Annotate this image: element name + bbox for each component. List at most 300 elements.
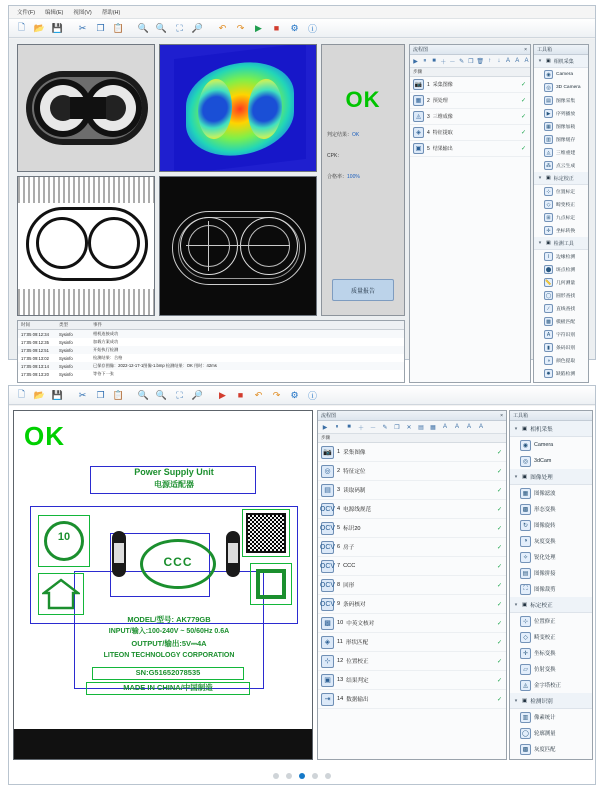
tool-item[interactable] (534, 107, 588, 120)
tool-item-label: 轮廓测量 (534, 731, 556, 737)
zoom-fit-icon[interactable]: ⛶ (176, 22, 183, 33)
info-icon[interactable]: ⓘ (307, 23, 317, 34)
tool-item[interactable] (534, 354, 588, 367)
image-view-binary[interactable] (17, 176, 155, 316)
log-cell-time: 17:05 09:13:14 (21, 363, 49, 369)
flow-font-c-icon[interactable]: A (466, 424, 471, 430)
tool-panel-top (533, 44, 589, 383)
run-icon[interactable]: ▶ (255, 22, 262, 33)
check-icon: ✓ (496, 658, 502, 665)
flow-font-b-icon[interactable]: A (454, 424, 459, 430)
list-item[interactable] (318, 633, 506, 652)
menubar-top[interactable] (9, 6, 595, 19)
capture-icon: ▤ (544, 96, 553, 105)
tool-item[interactable] (534, 276, 588, 289)
position-calib-icon: ⊹ (544, 187, 553, 196)
table-row[interactable] (18, 354, 404, 362)
crop-icon: ⛶ (520, 584, 531, 595)
zoom-out-icon[interactable]: 🔍 (155, 389, 168, 400)
tool-group-image-processing[interactable] (510, 469, 592, 485)
step-index: 5 (427, 145, 430, 152)
chevron-down-icon[interactable]: ▾ (514, 425, 518, 432)
table-row[interactable] (18, 330, 404, 338)
inspection-canvas[interactable] (13, 410, 313, 760)
tool-item[interactable] (534, 315, 588, 328)
origin-text: MADE IN CHINA/中国制造 (123, 683, 213, 692)
toolbar-separator-1 (68, 21, 72, 36)
carousel-pager[interactable] (9, 770, 595, 782)
flow-font-c-icon[interactable]: A (524, 58, 529, 64)
folder-icon: ▣ (546, 240, 551, 246)
tool-item[interactable] (510, 725, 592, 741)
tool-group-label: 标定校正 (530, 602, 553, 609)
step-index: 11 (337, 639, 343, 645)
stop-icon[interactable]: ■ (237, 390, 244, 400)
save-icon[interactable]: 💾 (51, 389, 64, 400)
check-icon: ✓ (496, 544, 502, 551)
list-item[interactable] (410, 109, 530, 125)
tool-item-label: 图像加载 (556, 125, 576, 130)
step-icon: ⇥ (321, 693, 334, 706)
carousel-dot-active[interactable] (299, 773, 305, 779)
result-row-judgement (327, 131, 359, 138)
tool-panel-bottom (509, 410, 593, 760)
folder-icon: ▣ (522, 425, 528, 432)
flow-grid-icon[interactable]: ▦ (430, 424, 436, 431)
flow-column-header: 步骤 (318, 434, 506, 443)
step-icon: ◈ (413, 127, 424, 138)
close-icon[interactable]: × (524, 46, 527, 53)
tool-item[interactable] (510, 565, 592, 581)
load-image-icon: ▦ (544, 122, 553, 131)
step-index: 12 (337, 658, 344, 664)
list-item[interactable] (318, 462, 506, 481)
flow-edit-icon[interactable]: ✎ (382, 424, 388, 431)
chevron-down-icon[interactable]: ▾ (514, 601, 518, 608)
zoom-fit-icon[interactable]: ⛶ (176, 389, 183, 400)
result-row-judgement-value: OK (352, 132, 360, 138)
log-col-type: 类型 (59, 322, 68, 327)
tool-item[interactable] (534, 185, 588, 198)
flow-font-a-icon[interactable]: A (506, 58, 511, 64)
flow-panel-title: 流程图 (321, 413, 337, 419)
flow-list-icon[interactable]: ▤ (418, 424, 424, 431)
pin-left-contact (114, 543, 124, 563)
stop-icon[interactable]: ■ (273, 23, 280, 33)
tool-item[interactable] (510, 661, 592, 677)
tool-item-label: 坐标变换 (534, 651, 556, 657)
tool-item-label: 点云生成 (556, 164, 576, 169)
flow-panel-title: 流程图 (413, 47, 429, 53)
flow-pause-icon[interactable]: ⏸ (423, 57, 427, 64)
distortion-icon: ◇ (544, 200, 553, 209)
tool-group-camera[interactable] (534, 55, 588, 68)
step-index: 5 (337, 525, 341, 531)
list-item[interactable] (318, 538, 506, 557)
step-index: 4 (337, 506, 341, 512)
paste-icon[interactable]: 📋 (112, 22, 125, 33)
circle-find-icon: ◯ (545, 292, 552, 299)
tool-item-label: 缺陷检测 (556, 372, 576, 377)
chevron-down-icon[interactable]: ▾ (514, 697, 518, 704)
tool-item[interactable] (510, 437, 592, 453)
check-icon: ✓ (496, 487, 502, 494)
tool-panel-titlebar (534, 45, 588, 55)
result-row-passrate-label: 合格率： (327, 174, 348, 180)
flow-font-b-icon[interactable]: A (515, 58, 520, 64)
run-icon[interactable]: ▶ (219, 389, 226, 400)
flow-panel-toolbar[interactable] (410, 55, 530, 68)
check-icon: ✓ (520, 98, 526, 104)
flow-column-header: 步骤 (410, 68, 530, 77)
list-item[interactable] (410, 125, 530, 141)
list-item[interactable] (318, 614, 506, 633)
new-icon[interactable]: 🗋 (17, 22, 26, 32)
step-icon: OCV (321, 541, 334, 554)
zoom-actual-icon[interactable]: 🔎 (191, 22, 204, 33)
tool-tree[interactable] (534, 55, 588, 380)
inspection-image (14, 411, 312, 759)
list-item[interactable] (410, 77, 530, 93)
folder-icon: ▣ (522, 697, 528, 704)
serial-number: SN:G51652078535 (135, 668, 201, 677)
menu-item-help[interactable]: 帮助(H) (101, 10, 121, 16)
step-icon: OCV (321, 598, 334, 611)
step-icon: 📷 (321, 446, 334, 459)
tool-item-label: 颜色提取 (556, 359, 576, 364)
tool-item-label: 几何测量 (556, 281, 576, 286)
chevron-down-icon[interactable]: ▾ (514, 473, 518, 480)
flow-remove-icon[interactable]: － (369, 425, 376, 432)
settings-icon[interactable]: ⚙ (290, 22, 299, 33)
check-icon: ✓ (496, 449, 502, 456)
flow-panel-top (409, 44, 531, 383)
paste-icon[interactable]: 📋 (112, 389, 125, 400)
step-index: 8 (337, 582, 341, 588)
undo-icon[interactable]: ↶ (254, 389, 263, 400)
step-icon: ▣ (321, 674, 334, 687)
tool-item[interactable] (534, 211, 588, 224)
tool-item[interactable] (510, 709, 592, 725)
cut-icon[interactable]: ✂ (78, 389, 87, 400)
step-label: 条码核对 (343, 602, 366, 608)
log-cell-time: 17:05 09:13:02 (21, 355, 49, 361)
list-item[interactable] (410, 141, 530, 157)
log-cell-type: Sysinfo (59, 339, 73, 345)
new-icon[interactable]: 🗋 (17, 389, 26, 399)
tool-item[interactable] (534, 341, 588, 354)
tool-group-detection[interactable] (510, 693, 592, 709)
filter-icon: ▦ (520, 488, 531, 499)
check-icon: ✓ (520, 130, 526, 136)
tool-item-label: 像素统计 (534, 715, 556, 721)
flow-stop-icon[interactable]: ■ (347, 424, 351, 430)
carousel-dot[interactable] (286, 773, 292, 779)
tool-item[interactable] (534, 263, 588, 276)
step-icon: ◬ (413, 111, 424, 122)
flow-add-icon[interactable]: ＋ (440, 59, 447, 66)
tool-item[interactable] (534, 289, 588, 302)
machine-vision-window-top (8, 5, 596, 377)
belt-graphic-gray (18, 45, 154, 171)
log-col-message: 事件 (93, 322, 102, 327)
info-icon[interactable]: ⓘ (307, 390, 317, 401)
list-item[interactable] (410, 93, 530, 109)
flow-move-up-icon[interactable]: ↑ (488, 58, 492, 64)
flow-pause-icon[interactable]: ⏸ (335, 423, 339, 430)
step-index: 1 (427, 81, 430, 88)
tool-item[interactable] (510, 517, 592, 533)
zoom-out-icon[interactable]: 🔍 (155, 22, 168, 33)
barcode-icon: ▮ (544, 343, 553, 352)
image-view-heightmap-3d[interactable] (159, 44, 317, 172)
tool-item-label: 畸变校正 (534, 635, 556, 641)
check-icon: ✓ (496, 677, 502, 684)
folder-icon: ▣ (546, 58, 551, 64)
flow-font-d-icon[interactable]: A (478, 424, 483, 430)
tool-item[interactable] (534, 68, 588, 81)
camera-3d-icon: ◎ (520, 456, 531, 467)
table-row[interactable] (18, 362, 404, 370)
pixel-stats-icon: ▥ (520, 712, 531, 723)
list-item[interactable] (318, 443, 506, 462)
house-icon (42, 577, 80, 611)
list-item[interactable] (318, 652, 506, 671)
log-cell-message: 已保存图像：2022-12-17-1图像-1.bmp 检测结果：OK 用时：42ms (93, 363, 217, 368)
toolbar-separator-1 (68, 388, 72, 403)
quality-report-button[interactable]: 质量报告 (332, 279, 394, 301)
event-log-table[interactable] (17, 320, 405, 383)
table-row[interactable] (18, 338, 404, 346)
tool-item[interactable] (534, 302, 588, 315)
flow-panel-toolbar[interactable] (318, 421, 506, 434)
pyramid-icon: ◬ (520, 680, 531, 691)
tool-panel-title: 工具箱 (537, 47, 553, 53)
pointcloud-icon: ⁂ (546, 162, 551, 169)
flow-delete-icon[interactable]: ✕ (406, 424, 412, 431)
check-icon: ✓ (496, 601, 502, 608)
product-title-en: Power Supply Unit (134, 467, 214, 477)
result-row-cpk-label: CPK： (327, 153, 343, 159)
stitch-icon: ▤ (520, 568, 531, 579)
tool-item-label: 三维重建 (556, 151, 576, 156)
toolbar-bottom[interactable] (9, 386, 595, 405)
spec-line-4: LITEON TECHNOLOGY CORPORATION (103, 652, 235, 659)
check-icon: ✓ (520, 82, 526, 88)
zoom-in-icon[interactable]: 🔍 (137, 22, 150, 33)
copy-icon[interactable]: ❐ (96, 389, 105, 400)
log-cell-type: Sysinfo (59, 347, 73, 353)
list-item[interactable] (318, 671, 506, 690)
result-row-cpk (327, 152, 342, 159)
list-item[interactable] (318, 557, 506, 576)
list-item[interactable] (318, 595, 506, 614)
recycle-mark-value: 10 (57, 531, 71, 543)
tool-item[interactable] (510, 581, 592, 597)
chevron-down-icon[interactable]: ▾ (538, 175, 542, 181)
save-icon[interactable]: 💾 (51, 22, 64, 33)
tool-item-label: 锐化处理 (534, 555, 556, 561)
table-row[interactable] (18, 346, 404, 354)
list-item[interactable] (318, 500, 506, 519)
coordinate-icon: ✛ (520, 648, 531, 659)
image-view-grayscale[interactable] (17, 44, 155, 172)
cut-icon[interactable]: ✂ (78, 22, 87, 33)
open-icon[interactable]: 📂 (33, 22, 46, 33)
tool-item[interactable] (534, 198, 588, 211)
tool-item[interactable] (510, 645, 592, 661)
window-top-body (9, 39, 595, 377)
flow-delete-icon[interactable]: 🗑 (476, 58, 485, 65)
contour-measure-icon: ◯ (520, 728, 531, 739)
spec-line-2: INPUT/输入:100-240V ~ 50/60Hz 0.6A (108, 628, 230, 635)
flow-edit-icon[interactable]: ✎ (459, 58, 465, 65)
color-extract-icon: ◑ (544, 356, 553, 365)
flow-remove-icon[interactable]: － (449, 59, 456, 66)
flow-font-a-icon[interactable]: A (442, 424, 447, 430)
tool-item[interactable] (534, 224, 588, 237)
tool-group-calibration[interactable] (510, 597, 592, 613)
tool-item[interactable] (510, 613, 592, 629)
copy-icon[interactable]: ❐ (96, 22, 105, 33)
check-icon: ✓ (520, 146, 526, 152)
zoom-in-icon[interactable]: 🔍 (137, 389, 150, 400)
tool-item[interactable] (510, 741, 592, 757)
tool-item[interactable] (510, 549, 592, 565)
flow-panel-titlebar (410, 45, 530, 55)
settings-icon[interactable]: ⚙ (290, 389, 299, 400)
carousel-dot[interactable] (325, 773, 331, 779)
sharpen-icon: ✧ (520, 552, 531, 563)
tool-group-label: 检测工具 (553, 240, 574, 247)
list-item[interactable] (318, 690, 506, 709)
tool-group-inspection[interactable] (534, 237, 588, 250)
tool-item-label: 字符识别 (556, 333, 576, 338)
menu-item-edit[interactable]: 编辑(E) (45, 10, 64, 16)
gray-match-icon: ▩ (520, 744, 531, 755)
check-icon: ✓ (496, 468, 502, 475)
open-icon[interactable]: 📂 (33, 389, 46, 400)
tool-group-camera[interactable] (510, 421, 592, 437)
camera-3d-icon: ◎ (544, 83, 553, 92)
log-cell-message: 相机连接成功 (93, 331, 119, 336)
log-cell-time: 17:05 09:13:20 (21, 371, 49, 377)
flow-stop-icon[interactable]: ■ (432, 58, 436, 64)
morphology-icon: ▩ (520, 504, 531, 515)
tool-item[interactable] (510, 533, 592, 549)
tool-item-label: 图像采集 (556, 99, 576, 104)
log-col-time: 时间 (21, 322, 30, 327)
tool-item[interactable] (534, 367, 588, 380)
tool-item[interactable] (534, 94, 588, 107)
toolbar-separator-3 (208, 388, 212, 403)
step-label: 结果判定 (346, 678, 369, 684)
step-icon: ⊹ (321, 655, 334, 668)
redo-icon[interactable]: ↷ (272, 389, 281, 400)
table-row[interactable] (18, 370, 404, 378)
tool-item[interactable] (534, 146, 588, 159)
flow-copy-icon[interactable]: ❐ (394, 424, 400, 431)
tool-item[interactable] (534, 133, 588, 146)
tool-item-label: 图像裁剪 (534, 587, 556, 593)
tool-item[interactable] (510, 501, 592, 517)
tool-item[interactable] (534, 120, 588, 133)
step-icon: OCV (321, 560, 334, 573)
flow-copy-icon[interactable]: ❐ (468, 58, 474, 65)
tool-tree[interactable] (510, 421, 592, 757)
tool-item[interactable] (510, 485, 592, 501)
tool-item[interactable] (534, 159, 588, 172)
step-index: 1 (337, 449, 341, 455)
carousel-dot[interactable] (312, 773, 318, 779)
tool-item[interactable] (510, 453, 592, 469)
log-cell-time: 17:05 09:12:51 (21, 347, 49, 353)
image-view-edges[interactable] (159, 176, 317, 316)
carousel-dot[interactable] (273, 773, 279, 779)
undo-icon[interactable]: ↶ (218, 22, 227, 33)
chevron-down-icon[interactable]: ▾ (538, 240, 542, 246)
tool-item-label: 九点标定 (556, 216, 576, 221)
tool-item-label: Camera (534, 442, 554, 448)
step-label: 数据输出 (346, 697, 369, 703)
step-icon: OCV (321, 579, 334, 592)
step-icon: ▤ (321, 484, 334, 497)
list-item[interactable] (318, 576, 506, 595)
list-item[interactable] (318, 481, 506, 500)
edge-icon: ⌇ (544, 252, 553, 261)
toolbar-separator-2 (129, 21, 133, 36)
blob-icon: ⬤ (545, 266, 552, 273)
flow-run-icon[interactable]: ▶ (322, 424, 328, 431)
step-label: 回形 (343, 583, 355, 589)
distortion-icon: ◇ (520, 632, 531, 643)
spec-line-3: OUTPUT/输出:5V⎓4A (131, 639, 207, 648)
reconstruct-icon: ◬ (544, 148, 553, 157)
folder-icon: ▣ (522, 601, 528, 608)
close-icon[interactable]: × (500, 412, 503, 419)
check-icon: ✓ (496, 620, 502, 627)
redo-icon[interactable]: ↷ (236, 22, 245, 33)
check-icon: ✓ (496, 563, 502, 570)
check-icon: ✓ (496, 582, 502, 589)
tool-group-calibration[interactable] (534, 172, 588, 185)
flow-add-icon[interactable]: ＋ (357, 425, 364, 432)
step-label: 特征提取 (432, 130, 453, 136)
template-match-icon: ▩ (544, 317, 553, 326)
step-icon: OCV (321, 503, 334, 516)
flow-run-icon[interactable]: ▶ (413, 58, 418, 65)
tool-item-label: 斑点检测 (556, 268, 576, 273)
tool-item[interactable] (534, 328, 588, 341)
product-title-cn: 电源适配器 (154, 480, 194, 489)
list-item[interactable] (318, 519, 506, 538)
menu-item-view[interactable]: 视图(V) (73, 10, 92, 16)
tool-item[interactable] (510, 629, 592, 645)
flow-panel-titlebar (318, 411, 506, 421)
log-cell-time: 17:05 09:12:34 (21, 331, 49, 337)
tool-item[interactable] (534, 250, 588, 263)
toolbar-top[interactable] (9, 19, 595, 38)
tool-item[interactable] (534, 81, 588, 94)
step-icon: ◈ (321, 636, 334, 649)
chevron-down-icon[interactable]: ▾ (538, 58, 542, 64)
zoom-actual-icon[interactable]: 🔎 (191, 389, 204, 400)
step-label: 预处理 (432, 98, 448, 104)
flow-move-down-icon[interactable]: ↓ (497, 58, 501, 64)
tool-item[interactable] (510, 677, 592, 693)
menu-item-file[interactable]: 文件(F) (17, 10, 36, 16)
tool-item-label: 图像缓存 (556, 138, 576, 143)
